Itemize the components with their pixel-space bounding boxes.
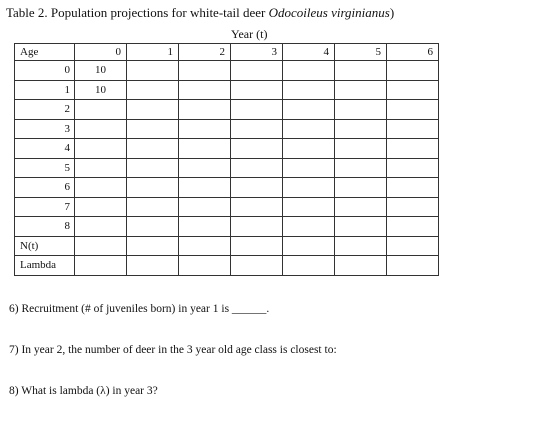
table-cell <box>335 158 387 178</box>
age-label: 8 <box>15 217 75 237</box>
table-cell <box>387 256 439 276</box>
age-row <box>15 217 439 237</box>
table-cell <box>127 178 179 198</box>
table-cell <box>387 178 439 198</box>
table-cell <box>231 80 283 100</box>
table-cell <box>335 80 387 100</box>
table-cell <box>127 236 179 256</box>
summary-row <box>15 256 439 276</box>
table-cell <box>127 256 179 276</box>
age-row <box>15 178 439 198</box>
year-col-header: 1 <box>127 44 179 61</box>
table-cell <box>283 100 335 120</box>
year-col-header: 5 <box>335 44 387 61</box>
table-cell <box>231 256 283 276</box>
table-cell <box>283 80 335 100</box>
table-cell <box>387 119 439 139</box>
question-7: 7) In year 2, the number of deer in the 3 year old age class is closest to: <box>9 344 337 356</box>
table-cell: 10 <box>75 61 127 81</box>
year-col-header: 6 <box>387 44 439 61</box>
table-cell <box>387 217 439 237</box>
table-cell <box>179 197 231 217</box>
caption-prefix: Table 2. Population projections for white-tail deer <box>6 5 269 20</box>
summary-label: Lambda <box>15 256 75 276</box>
age-label: 2 <box>15 100 75 120</box>
table-cell <box>283 178 335 198</box>
table-cell <box>283 119 335 139</box>
age-row <box>15 197 439 217</box>
summary-label: N(t) <box>15 236 75 256</box>
table-cell <box>231 119 283 139</box>
table-cell <box>179 217 231 237</box>
table-cell <box>75 119 127 139</box>
age-row <box>15 61 439 81</box>
table-cell <box>387 158 439 178</box>
table-cell <box>127 217 179 237</box>
population-table <box>14 43 439 276</box>
table-cell <box>179 80 231 100</box>
table-cell <box>75 217 127 237</box>
year-col-header: 2 <box>179 44 231 61</box>
table-cell <box>283 236 335 256</box>
year-col-header: 3 <box>231 44 283 61</box>
table-cell <box>335 256 387 276</box>
table-cell <box>335 197 387 217</box>
table-cell <box>179 100 231 120</box>
table-cell <box>283 61 335 81</box>
age-row <box>15 80 439 100</box>
table-cell <box>231 100 283 120</box>
age-label: 6 <box>15 178 75 198</box>
table-cell <box>75 139 127 159</box>
table-cell <box>75 197 127 217</box>
table-header-row <box>15 44 439 61</box>
table-cell <box>387 197 439 217</box>
table-cell <box>179 139 231 159</box>
table-cell <box>127 80 179 100</box>
table-cell <box>179 236 231 256</box>
age-label: 7 <box>15 197 75 217</box>
table-cell <box>75 158 127 178</box>
table-cell <box>387 100 439 120</box>
table-cell <box>127 158 179 178</box>
table-cell <box>283 256 335 276</box>
table-cell <box>231 178 283 198</box>
table-cell <box>127 61 179 81</box>
table-cell <box>387 61 439 81</box>
table-cell <box>231 139 283 159</box>
age-header: Age <box>15 44 75 61</box>
table-cell <box>335 139 387 159</box>
table-cell <box>75 236 127 256</box>
table-cell <box>335 236 387 256</box>
table-cell <box>127 100 179 120</box>
question-6: 6) Recruitment (# of juveniles born) in year 1 is ______. <box>9 303 270 315</box>
table-cell <box>127 119 179 139</box>
table-cell <box>335 100 387 120</box>
age-label: 3 <box>15 119 75 139</box>
table-cell <box>231 217 283 237</box>
table-cell <box>231 158 283 178</box>
table-cell <box>179 61 231 81</box>
age-row <box>15 158 439 178</box>
age-label: 0 <box>15 61 75 81</box>
year-col-header: 4 <box>283 44 335 61</box>
table-cell <box>179 158 231 178</box>
age-label: 5 <box>15 158 75 178</box>
table-cell <box>335 61 387 81</box>
table-cell <box>387 236 439 256</box>
table-cell <box>75 178 127 198</box>
age-row <box>15 100 439 120</box>
table-cell <box>335 119 387 139</box>
caption-suffix: ) <box>389 5 395 20</box>
year-header: Year (t) <box>231 27 268 41</box>
table-cell <box>179 256 231 276</box>
table-cell <box>335 178 387 198</box>
table-cell <box>231 236 283 256</box>
table-cell <box>283 158 335 178</box>
table-cell <box>283 197 335 217</box>
table-cell <box>283 139 335 159</box>
table-cell <box>335 217 387 237</box>
table-cell: 10 <box>75 80 127 100</box>
table-cell <box>127 139 179 159</box>
table-caption <box>6 5 394 21</box>
table-cell <box>75 100 127 120</box>
table-cell <box>127 197 179 217</box>
table-cell <box>283 217 335 237</box>
caption-species: Odocoileus virginianus <box>268 5 390 20</box>
table-cell <box>387 139 439 159</box>
table-cell <box>179 178 231 198</box>
age-label: 4 <box>15 139 75 159</box>
table-cell <box>75 256 127 276</box>
year-col-header: 0 <box>75 44 127 61</box>
table-cell <box>231 61 283 81</box>
age-row <box>15 139 439 159</box>
table-cell <box>179 119 231 139</box>
age-row <box>15 119 439 139</box>
table-cell <box>231 197 283 217</box>
age-label: 1 <box>15 80 75 100</box>
table-cell <box>387 80 439 100</box>
question-8: 8) What is lambda (λ) in year 3? <box>9 385 158 397</box>
summary-row <box>15 236 439 256</box>
